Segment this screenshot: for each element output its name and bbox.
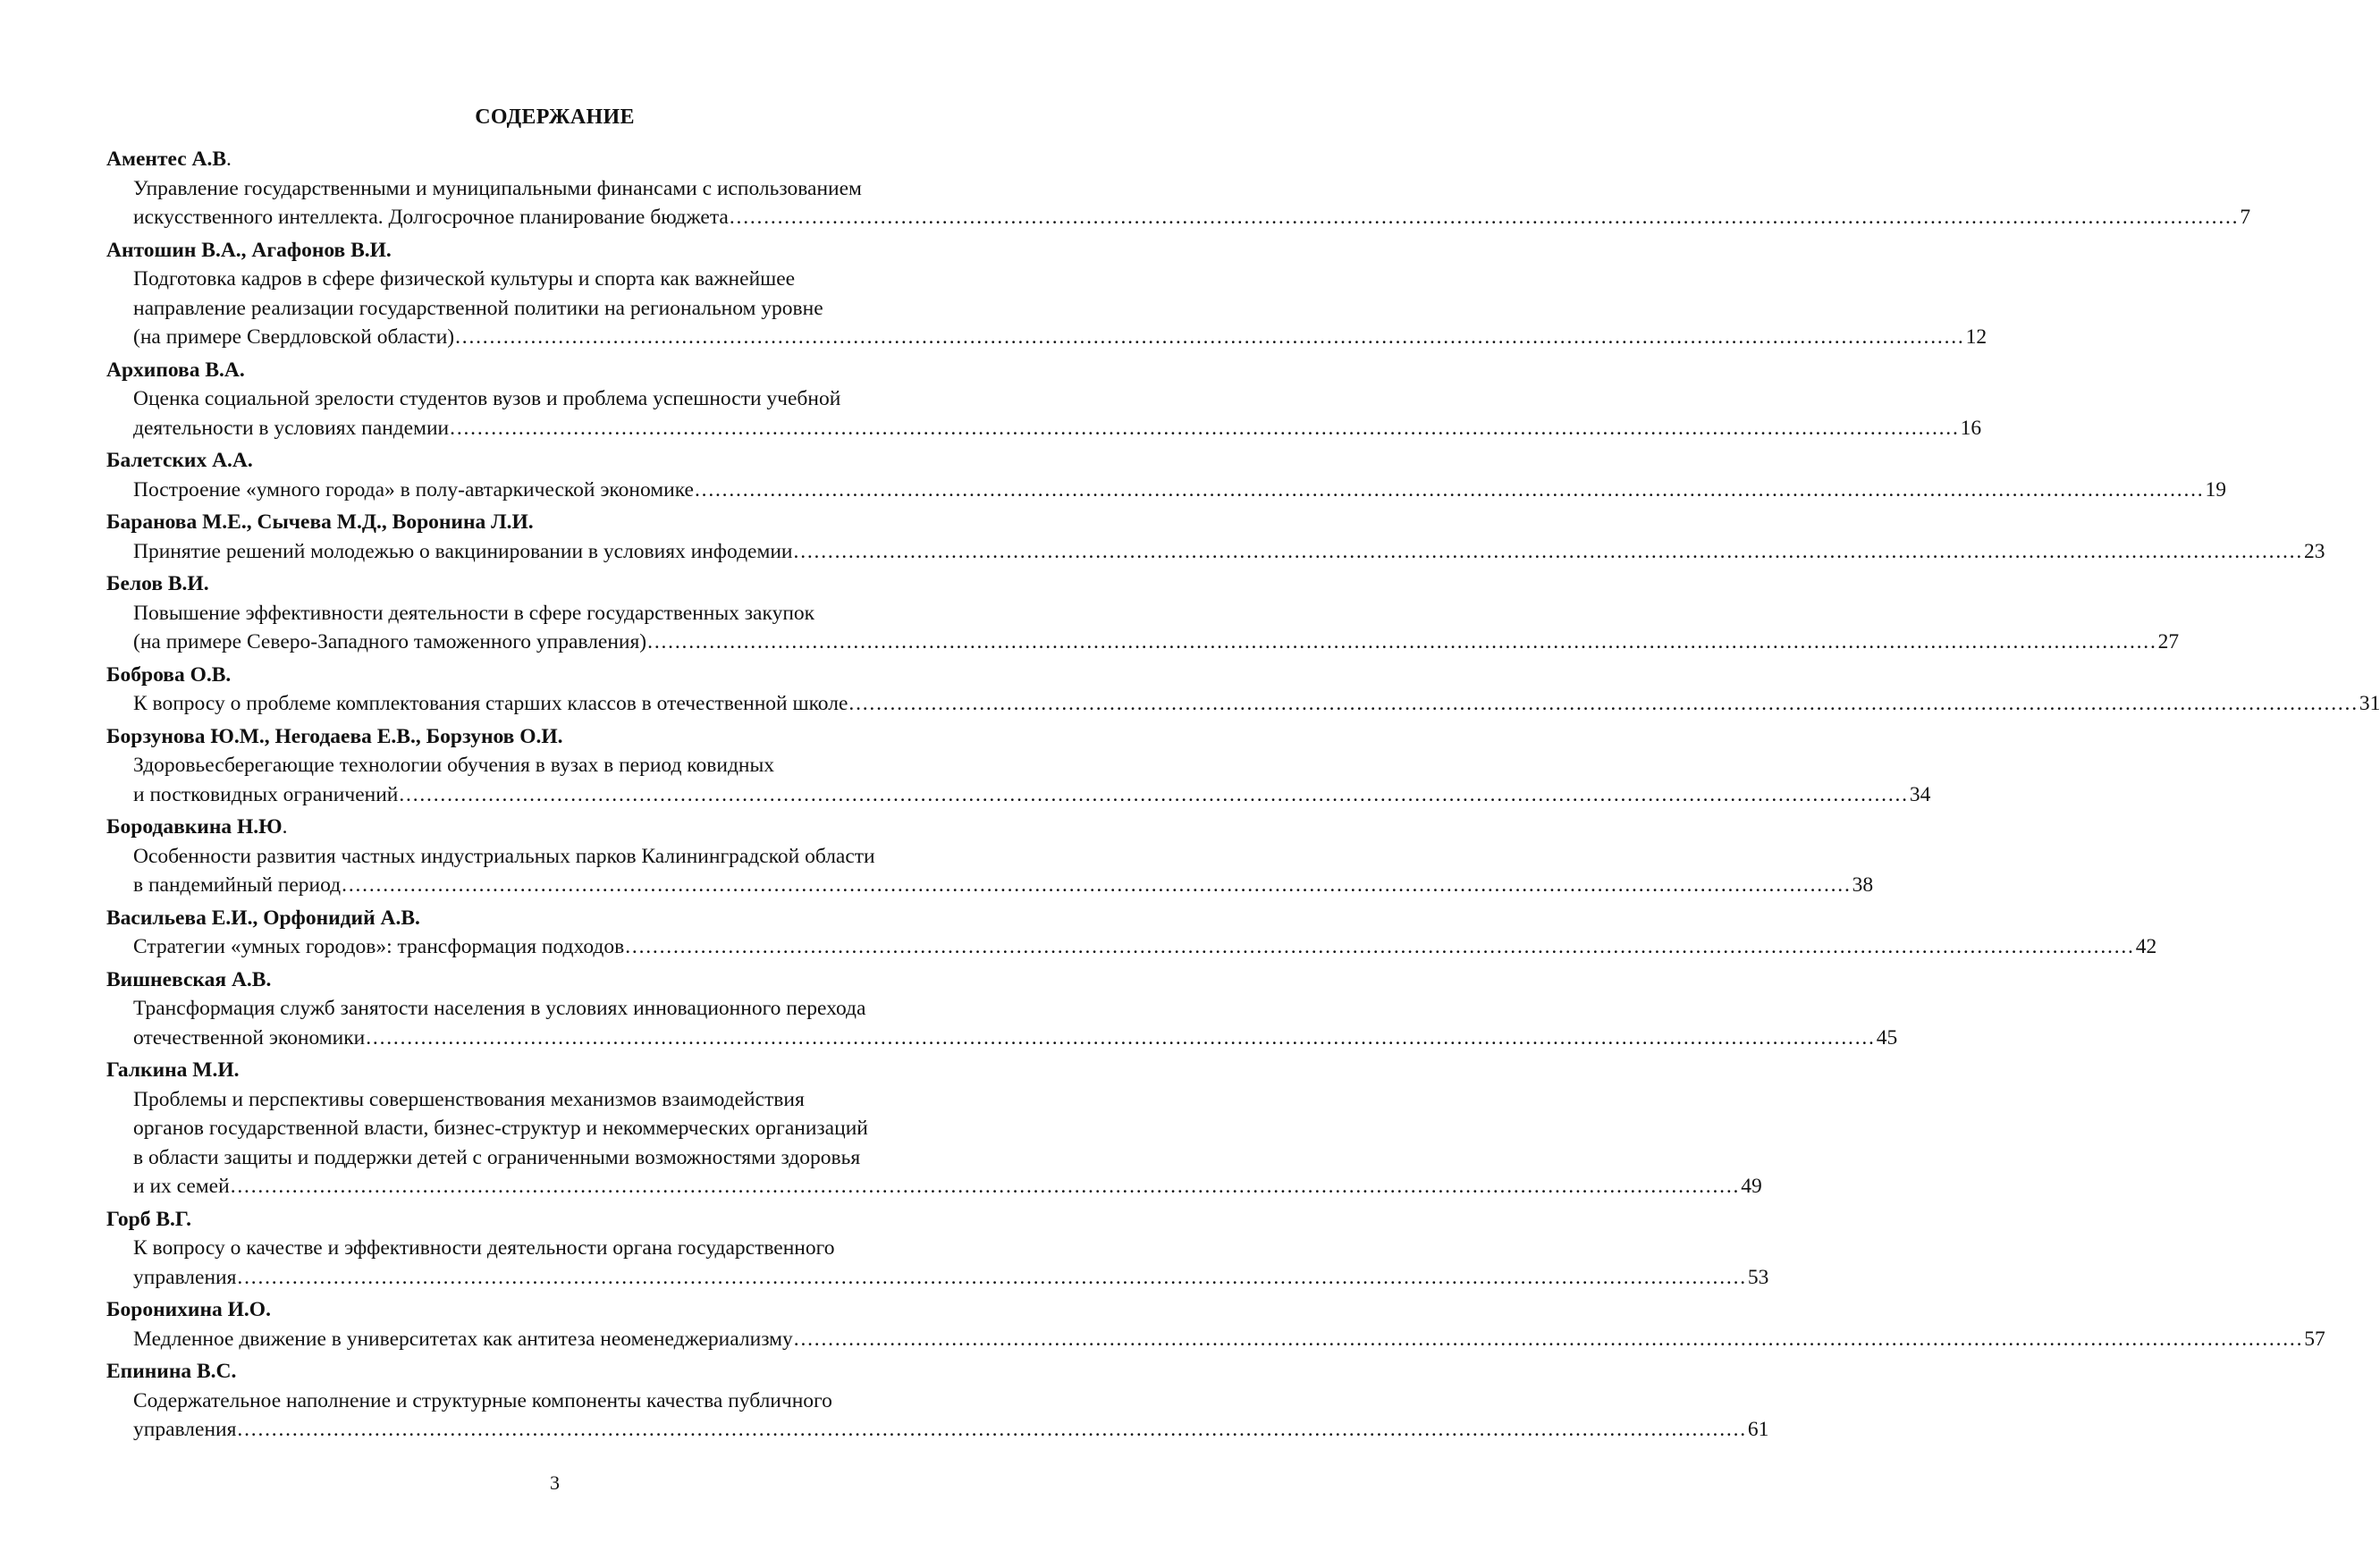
toc-entry-page: 7 bbox=[2240, 206, 2251, 229]
table-of-contents bbox=[106, 145, 2380, 1448]
toc-entry-page: 27 bbox=[2157, 630, 2180, 653]
toc-entry-title-text: (на примере Свердловской области) bbox=[133, 325, 455, 349]
dot-leader: ............................................................................................................................................................................................................................ bbox=[848, 692, 2359, 715]
toc-entry bbox=[106, 661, 2380, 719]
toc-entry-title-line: Здоровьесберегающие технологии обучения в вузах в период ковидных bbox=[133, 754, 775, 777]
toc-entry bbox=[106, 1357, 1769, 1445]
toc-entry-page: 61 bbox=[1747, 1418, 1769, 1441]
toc-entry-page: 57 bbox=[2304, 1327, 2325, 1351]
toc-entry-title-line bbox=[133, 203, 2251, 232]
toc-entry-page: 12 bbox=[1965, 325, 1988, 349]
toc-entry-title-line bbox=[133, 476, 2226, 505]
toc-entry-title-text: и их семей bbox=[133, 1175, 230, 1198]
dot-leader: ............................................................................................................................................................................................................................ bbox=[793, 539, 2304, 563]
toc-entry-title bbox=[106, 1387, 1769, 1445]
toc-entry-authors bbox=[106, 904, 1004, 933]
toc-entry-title bbox=[106, 599, 2180, 657]
toc-entry-author-names: Вишневская А.В. bbox=[106, 967, 272, 991]
toc-entry-authors bbox=[106, 1056, 1004, 1085]
toc-entry-title-line: Подготовка кадров в сфере физической культуры и спорта как важнейшее bbox=[133, 267, 796, 291]
toc-entry-title-line bbox=[133, 932, 2157, 962]
toc-entry-authors bbox=[106, 1295, 1004, 1325]
toc-entry-title bbox=[106, 994, 1898, 1052]
toc-entry-authors bbox=[106, 508, 1004, 537]
toc-entry-title-text: К вопросу о проблеме комплектования старших классов в отечественной школе bbox=[133, 692, 848, 715]
toc-entry-author-names: Архипова В.А. bbox=[106, 358, 245, 382]
toc-entry-title bbox=[106, 1085, 1762, 1201]
toc-entry-authors bbox=[106, 965, 1004, 995]
toc-entry-title-line bbox=[133, 871, 1874, 900]
toc-entry bbox=[106, 1205, 1769, 1293]
toc-entry-author-names: Галкина М.И. bbox=[106, 1058, 240, 1082]
toc-entry-title bbox=[106, 932, 2157, 962]
dot-leader: ............................................................................................................................................................................................................................ bbox=[342, 873, 1852, 897]
toc-entry-title-line bbox=[133, 1172, 1762, 1201]
toc-entry-title-line: в области защиты и поддержки детей с ограниченными возможностями здоровья bbox=[133, 1145, 861, 1169]
dot-leader: ............................................................................................................................................................................................................................ bbox=[729, 206, 2240, 229]
toc-entry-authors bbox=[106, 661, 1004, 690]
toc-entry-title bbox=[106, 265, 1988, 352]
toc-entry bbox=[106, 446, 2226, 504]
toc-entry-title-line: Повышение эффективности деятельности в сфере государственных закупок bbox=[133, 601, 815, 625]
toc-entry-author-names: Горб В.Г. bbox=[106, 1207, 192, 1231]
toc-entry-title-line bbox=[133, 537, 2325, 567]
toc-entry-title-line: Проблемы и перспективы совершенствования механизмов взаимодействия bbox=[133, 1087, 805, 1111]
dot-leader: ............................................................................................................................................................................................................................ bbox=[237, 1418, 1747, 1441]
toc-entry-title bbox=[106, 751, 1931, 809]
toc-entry bbox=[106, 236, 1988, 352]
toc-entry bbox=[106, 813, 1874, 900]
toc-entry bbox=[106, 965, 1898, 1053]
toc-entry-title-line: Особенности развития частных индустриальных парков Калининградской области bbox=[133, 844, 875, 868]
dot-leader: ............................................................................................................................................................................................................................ bbox=[237, 1265, 1747, 1289]
toc-entry-title-text: и постковидных ограничений bbox=[133, 782, 399, 806]
toc-entry-title-text: искусственного интеллекта. Долгосрочное планирование бюджета bbox=[133, 206, 729, 229]
toc-entry-author-names: Борзунова Ю.М., Негодаева Е.В., Борзунов О.И. bbox=[106, 724, 563, 748]
toc-entry bbox=[106, 1295, 2325, 1353]
toc-entry-title-line: направление реализации государственной политики на региональном уровне bbox=[133, 296, 823, 320]
toc-entry-title bbox=[106, 537, 2325, 567]
toc-entry-author-names: Боброва О.В. bbox=[106, 662, 232, 687]
toc-entry-title-line bbox=[133, 780, 1931, 810]
toc-entry-title bbox=[106, 1325, 2325, 1354]
toc-entry-title-text: (на примере Северо-Западного таможенного управления) bbox=[133, 630, 647, 653]
toc-entry-page: 45 bbox=[1876, 1025, 1898, 1050]
toc-entry-title-text: Стратегии «умных городов»: трансформация подходов bbox=[133, 935, 625, 958]
page-number: 3 bbox=[550, 1471, 560, 1494]
dot-leader: ............................................................................................................................................................................................................................ bbox=[399, 782, 1909, 806]
dot-leader: ............................................................................................................................................................................................................................ bbox=[230, 1175, 1741, 1198]
toc-entry-title-line: Оценка социальной зрелости студентов вузов и проблема успешности учебной bbox=[133, 387, 841, 410]
toc-entry-title-text: Принятие решений молодежью о вакцинировании в условиях инфодемии bbox=[133, 539, 793, 563]
toc-entry-title-line bbox=[133, 628, 2180, 657]
toc-entry-author-names: Епинина В.С. bbox=[106, 1360, 237, 1383]
toc-entry-author-names: Баранова М.Е., Сычева М.Д., Воронина Л.И. bbox=[106, 510, 534, 534]
toc-entry-page: 19 bbox=[2205, 477, 2226, 502]
toc-entry-page: 31 bbox=[2359, 692, 2380, 715]
dot-leader: ............................................................................................................................................................................................................................ bbox=[647, 630, 2157, 653]
toc-entry-author-names: Боронихина И.О. bbox=[106, 1298, 271, 1321]
toc-entry-page: 49 bbox=[1741, 1175, 1762, 1198]
toc-entry-title-line: Управление государственными и муниципальными финансами с использованием bbox=[133, 176, 862, 200]
toc-entry-title bbox=[106, 842, 1874, 900]
toc-entry-page: 42 bbox=[2135, 935, 2157, 958]
toc-entry bbox=[106, 904, 2157, 962]
toc-entry bbox=[106, 569, 2180, 657]
toc-entry bbox=[106, 145, 2251, 232]
toc-entry-authors bbox=[106, 356, 1004, 385]
toc-entry-title-text: Медленное движение в университетах как антитеза неоменеджериализму bbox=[133, 1327, 793, 1351]
toc-entry-title-text: деятельности в условиях пандемии bbox=[133, 416, 450, 440]
toc-entry-title-line bbox=[133, 1024, 1898, 1053]
toc-entry-title-line bbox=[133, 1263, 1769, 1293]
toc-entry-title bbox=[106, 174, 2251, 232]
toc-entry-author-suffix: . bbox=[226, 148, 232, 171]
toc-entry-author-names: Белов В.И. bbox=[106, 572, 209, 595]
toc-entry-authors bbox=[106, 813, 1004, 842]
toc-entry-title-line bbox=[133, 1325, 2325, 1354]
dot-leader: ............................................................................................................................................................................................................................ bbox=[694, 477, 2205, 502]
toc-entry-author-names: Антошин В.А., Агафонов В.И. bbox=[106, 238, 392, 262]
toc-entry-title-line: органов государственной власти, бизнес-структур и некоммерческих организаций bbox=[133, 1117, 868, 1140]
toc-entry-title bbox=[106, 384, 1982, 443]
toc-entry-authors bbox=[106, 446, 1004, 476]
toc-entry-authors bbox=[106, 1357, 1004, 1387]
toc-entry-title bbox=[106, 476, 2226, 505]
toc-entry-author-names: Балетских А.А. bbox=[106, 449, 253, 472]
dot-leader: ............................................................................................................................................................................................................................ bbox=[793, 1327, 2304, 1351]
toc-entry-title-line bbox=[133, 689, 2380, 719]
toc-entry bbox=[106, 508, 2325, 566]
toc-entry-author-suffix: . bbox=[282, 815, 288, 839]
toc-entry-authors bbox=[106, 1205, 1004, 1235]
toc-entry bbox=[106, 722, 1931, 810]
page-title: СОДЕРЖАНИЕ bbox=[475, 105, 635, 129]
toc-entry-page: 53 bbox=[1747, 1265, 1769, 1289]
dot-leader: ............................................................................................................................................................................................................................ bbox=[450, 416, 1960, 440]
toc-entry-title-text: управления bbox=[133, 1418, 237, 1441]
toc-entry-page: 23 bbox=[2304, 539, 2325, 563]
toc-entry-title-text: в пандемийный период bbox=[133, 873, 342, 897]
toc-entry-authors bbox=[106, 569, 1004, 599]
toc-entry-authors bbox=[106, 236, 1004, 266]
toc-entry-author-names: Аментес А.В bbox=[106, 148, 227, 171]
toc-entry-author-names: Бородавкина Н.Ю bbox=[106, 815, 283, 839]
toc-entry-page: 16 bbox=[1960, 416, 1982, 440]
toc-entry-title-text: управления bbox=[133, 1265, 237, 1289]
toc-entry-authors bbox=[106, 145, 1004, 174]
toc-entry-title-line: Трансформация служб занятости населения в условиях инновационного перехода bbox=[133, 997, 866, 1020]
toc-entry-title-text: Построение «умного города» в полу-автаркической экономике bbox=[133, 477, 694, 502]
toc-entry-title-line: К вопросу о качестве и эффективности деятельности органа государственного bbox=[133, 1236, 835, 1260]
dot-leader: ............................................................................................................................................................................................................................ bbox=[366, 1025, 1876, 1050]
toc-entry-title-line bbox=[133, 323, 1988, 352]
toc-entry-page: 38 bbox=[1852, 873, 1874, 897]
toc-entry-author-names: Васильева Е.И., Орфонидий А.В. bbox=[106, 906, 420, 930]
toc-entry-title-line bbox=[133, 1415, 1769, 1445]
toc-entry-authors bbox=[106, 722, 1004, 752]
toc-entry-title bbox=[106, 689, 2380, 719]
dot-leader: ............................................................................................................................................................................................................................ bbox=[625, 935, 2135, 958]
toc-entry-page: 34 bbox=[1909, 782, 1931, 806]
dot-leader: ............................................................................................................................................................................................................................ bbox=[455, 325, 1965, 349]
toc-entry-title-line: Содержательное наполнение и структурные компоненты качества публичного bbox=[133, 1388, 832, 1412]
toc-entry bbox=[106, 356, 1982, 443]
toc-entry-title-text: отечественной экономики bbox=[133, 1025, 366, 1050]
toc-entry bbox=[106, 1056, 1762, 1201]
toc-entry-title bbox=[106, 1234, 1769, 1292]
toc-entry-title-line bbox=[133, 414, 1982, 443]
